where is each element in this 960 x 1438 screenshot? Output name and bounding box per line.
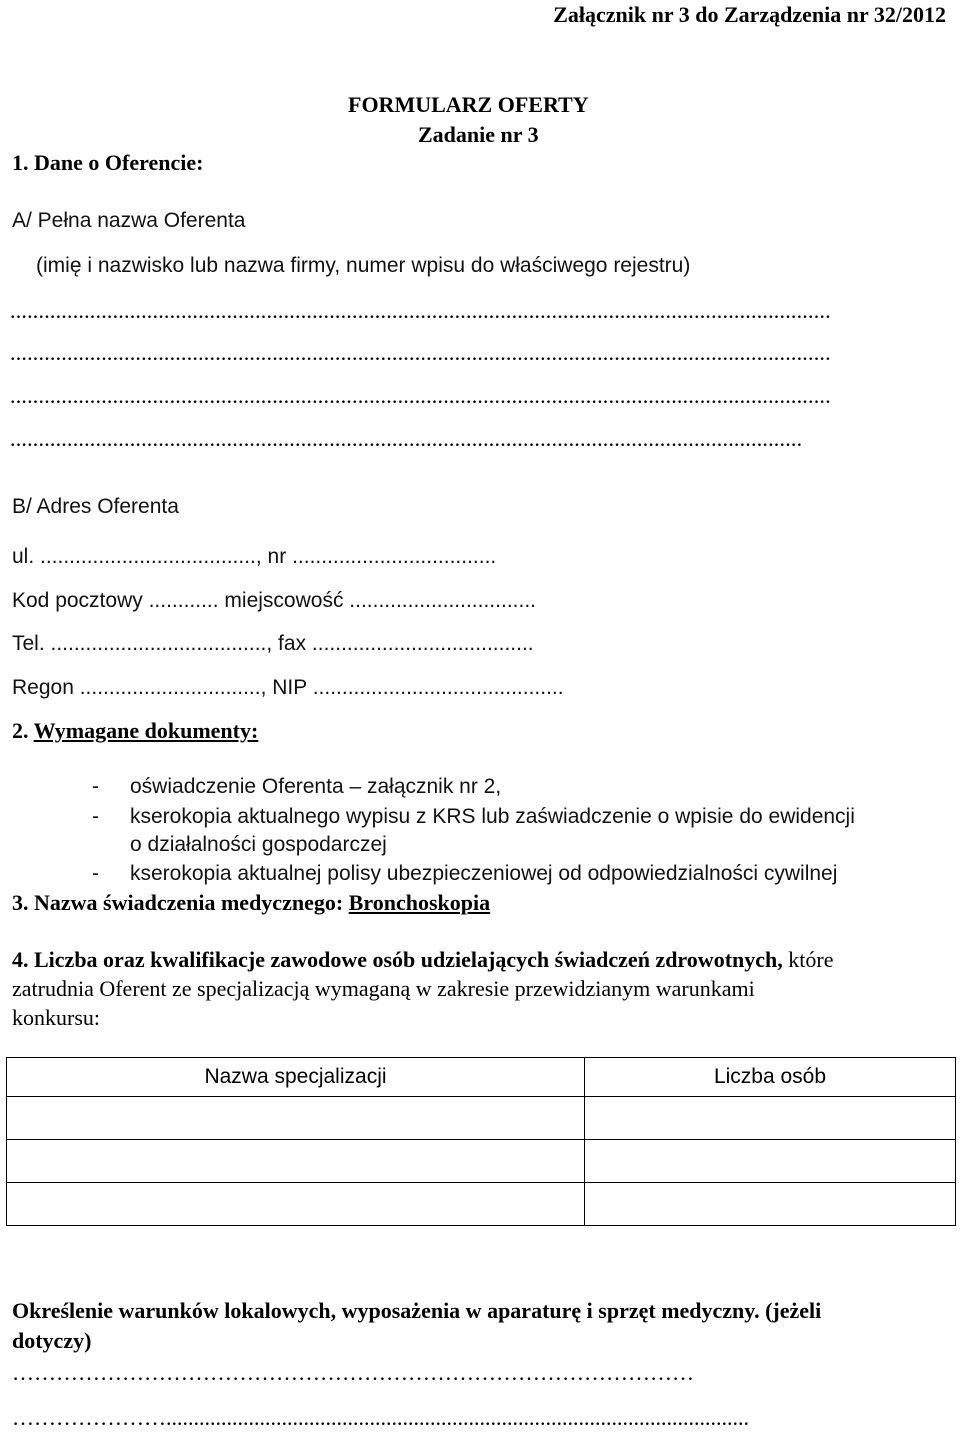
service-name-line (12, 890, 490, 916)
specialization-cell[interactable] (7, 1097, 585, 1140)
specialization-table (6, 1057, 956, 1226)
full-name-hint: (imię i nazwisko lub nazwa firmy, numer wpisu do właściwego rejestru) (36, 254, 691, 277)
table-row (7, 1183, 956, 1226)
name-field-line[interactable]: ................................................................................................................................................ (10, 383, 831, 408)
street-number-line[interactable]: ul. ....................................., nr ................................... (12, 545, 497, 568)
column-header-count: Liczba osób (585, 1058, 956, 1097)
count-cell[interactable] (585, 1183, 956, 1226)
section4-line2: zatrudnia Oferent ze specjalizacją wymaganą w zakresie przewidzianym warunkami (12, 976, 755, 1001)
document-item-text: oświadczenie Oferenta – załącznik nr 2, (130, 775, 502, 798)
count-cell[interactable] (585, 1140, 956, 1183)
section2-title: Wymagane dokumenty: (33, 718, 259, 743)
bullet-dash: - (92, 862, 99, 885)
bullet-dash: - (92, 805, 99, 828)
section1-heading: 1. Dane o Oferencie: (12, 150, 204, 175)
section4-line3: konkursu: (12, 1005, 100, 1030)
service-name-value: Bronchoskopia (348, 890, 491, 915)
service-name-label: 3. Nazwa świadczenia medycznego: (12, 890, 349, 915)
premises-heading-line1: Określenie warunków lokalowych, wyposażenia w aparaturę i sprzęt medyczny. (jeżeli (12, 1298, 822, 1323)
name-field-line[interactable]: ........................................................................................................................................... (10, 426, 803, 451)
section4-line1 (12, 947, 833, 973)
bullet-dash: - (92, 775, 99, 798)
form-title: FORMULARZ OFERTY (348, 92, 589, 117)
document-item-continuation: o działalności gospodarczej (130, 833, 387, 856)
document-item-text: kserokopia aktualnej polisy ubezpieczeniowej od odpowiedzialności cywilnej (130, 862, 838, 885)
regon-nip-line[interactable]: Regon ..............................., NIP ........................................... (12, 676, 564, 699)
section2-heading (12, 718, 258, 744)
full-name-label: A/ Pełna nazwa Oferenta (12, 209, 246, 232)
document-item (0, 774, 960, 808)
attachment-note: Załącznik nr 3 do Zarządzenia nr 32/2012 (553, 2, 946, 27)
table-row (7, 1140, 956, 1183)
column-header-specialization: Nazwa specjalizacji (7, 1058, 585, 1097)
phone-fax-line[interactable]: Tel. ....................................., fax ...................................... (12, 632, 534, 655)
address-label: B/ Adres Oferenta (12, 495, 179, 518)
count-cell[interactable] (585, 1097, 956, 1140)
section4-heading: 4. Liczba oraz kwalifikacje zawodowe osób udzielających świadczeń zdrowotnych, (12, 947, 783, 972)
form-subtitle: Zadanie nr 3 (418, 122, 539, 147)
premises-heading-line2: dotyczy) (12, 1328, 92, 1353)
table-header-row (7, 1058, 956, 1097)
section2-number: 2. (12, 718, 34, 743)
section4-heading-rest: które (782, 947, 834, 972)
document-item-text: kserokopia aktualnego wypisu z KRS lub zaświadczenie o wpisie do ewidencji (130, 805, 855, 828)
postal-city-line[interactable]: Kod pocztowy ............ miejscowość ................................ (12, 589, 536, 612)
premises-field-line[interactable]: ………………………………………………………………………………… (12, 1360, 694, 1385)
table-row (7, 1097, 956, 1140)
name-field-line[interactable]: ................................................................................................................................................ (10, 340, 831, 365)
specialization-cell[interactable] (7, 1140, 585, 1183)
specialization-cell[interactable] (7, 1183, 585, 1226)
premises-field-line[interactable]: ………………….......................................................................................................... (12, 1405, 749, 1430)
name-field-line[interactable]: ................................................................................................................................................ (10, 298, 831, 323)
